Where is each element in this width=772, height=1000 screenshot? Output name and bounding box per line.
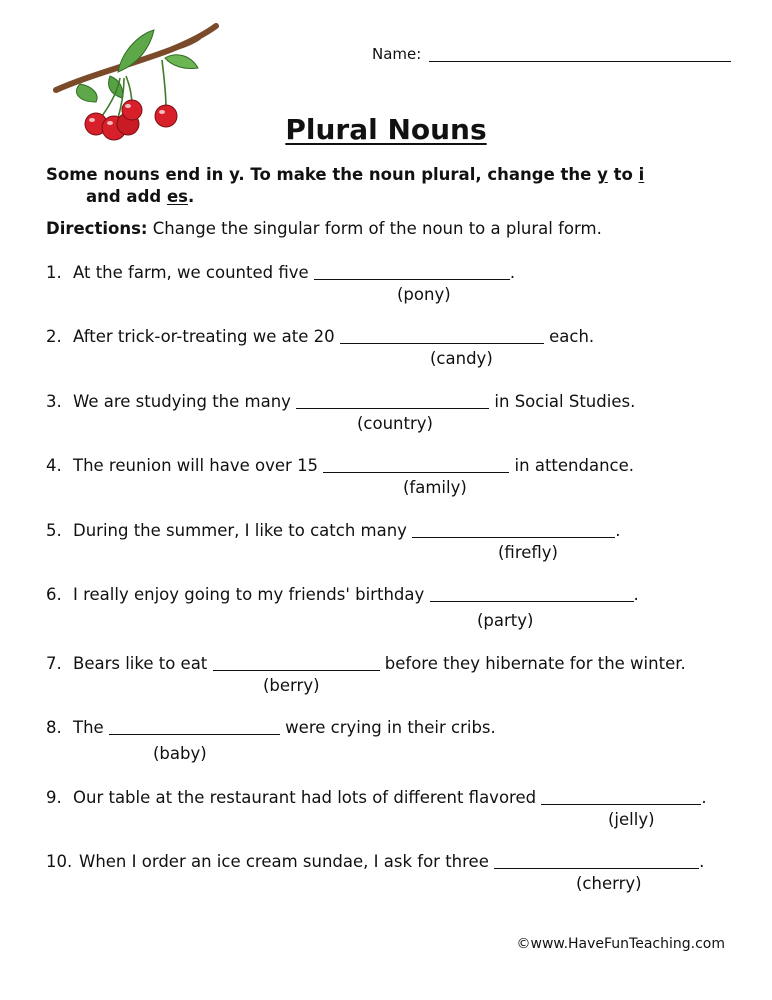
answer-blank[interactable] [296, 394, 489, 409]
question-text-before: After trick-or-treating we ate 20 [73, 327, 340, 346]
question-text-after: . [509, 263, 516, 282]
answer-blank[interactable] [494, 854, 699, 869]
hint-word: (party) [477, 611, 534, 630]
name-label: Name: [372, 45, 422, 63]
question-9 [46, 787, 707, 809]
question-6 [46, 584, 639, 606]
question-number: 1. [46, 263, 62, 282]
question-3 [46, 391, 635, 413]
question-text-before: The [73, 718, 109, 737]
question-text-after: before they hibernate for the winter. [379, 654, 686, 673]
question-number: 4. [46, 456, 62, 475]
question-2 [46, 326, 594, 348]
answer-blank[interactable] [412, 523, 615, 538]
question-number: 10. [46, 852, 73, 871]
question-text-before: During the summer, I like to catch many [73, 521, 413, 540]
question-7 [46, 653, 686, 675]
question-number: 8. [46, 718, 62, 737]
hint-word: (firefly) [498, 543, 558, 562]
question-number: 2. [46, 327, 62, 346]
question-text-after: . [633, 585, 639, 604]
question-5 [46, 520, 620, 542]
hint-word: (family) [403, 478, 467, 497]
rule-es: es [166, 187, 188, 206]
rule-i: i [638, 165, 645, 184]
rule-to: to [607, 165, 639, 184]
name-field-row [372, 45, 731, 63]
question-text-before: We are studying the many [73, 392, 297, 411]
question-4 [46, 455, 634, 477]
question-number: 7. [46, 654, 62, 673]
question-text-after: . [701, 788, 707, 807]
footer-copyright: ©www.HaveFunTeaching.com [516, 936, 725, 952]
answer-blank[interactable] [109, 720, 280, 735]
rule-line2-prefix: and add [86, 187, 167, 206]
answer-blank[interactable] [430, 587, 634, 602]
rule-y: y [597, 165, 608, 184]
answer-blank[interactable] [340, 329, 544, 344]
question-number: 9. [46, 788, 62, 807]
hint-word: (candy) [430, 349, 493, 368]
hint-word: (country) [357, 414, 433, 433]
directions-label: Directions: [46, 219, 148, 238]
question-text-after: . [699, 852, 705, 871]
directions [46, 219, 602, 238]
rule-period: . [187, 187, 195, 206]
question-number: 3. [46, 392, 62, 411]
question-text-after: were crying in their cribs. [279, 718, 496, 737]
question-text-after: each. [543, 327, 595, 346]
question-text-before: The reunion will have over 15 [73, 456, 324, 475]
question-1 [46, 262, 515, 284]
answer-blank[interactable] [213, 656, 380, 671]
answer-blank[interactable] [323, 458, 509, 473]
question-number: 5. [46, 521, 62, 540]
question-8 [46, 717, 496, 739]
question-text-before: When I order an ice cream sundae, I ask for three [79, 852, 495, 871]
hint-word: (baby) [153, 744, 207, 763]
answer-blank[interactable] [541, 790, 701, 805]
question-10 [46, 851, 704, 873]
hint-word: (cherry) [576, 874, 642, 893]
question-text-before: Bears like to eat [73, 654, 213, 673]
hint-word: (pony) [397, 285, 451, 304]
question-text-before: At the farm, we counted five [73, 263, 314, 282]
question-text-after: in Social Studies. [489, 392, 636, 411]
name-blank[interactable] [429, 61, 731, 62]
hint-word: (jelly) [608, 810, 655, 829]
directions-text: Change the singular form of the noun to a plural form. [147, 219, 602, 238]
question-text-before: Our table at the restaurant had lots of different flavored [73, 788, 542, 807]
rule-part1: Some nouns end in y. To make the noun plural, change the [46, 165, 598, 184]
question-text-before: I really enjoy going to my friends' birthday [73, 585, 430, 604]
question-text-after: in attendance. [509, 456, 635, 475]
question-number: 6. [46, 585, 62, 604]
answer-blank[interactable] [314, 265, 510, 280]
question-text-after: . [615, 521, 621, 540]
page-title: Plural Nouns [285, 113, 487, 146]
hint-word: (berry) [263, 676, 320, 695]
rule-text [46, 164, 644, 208]
